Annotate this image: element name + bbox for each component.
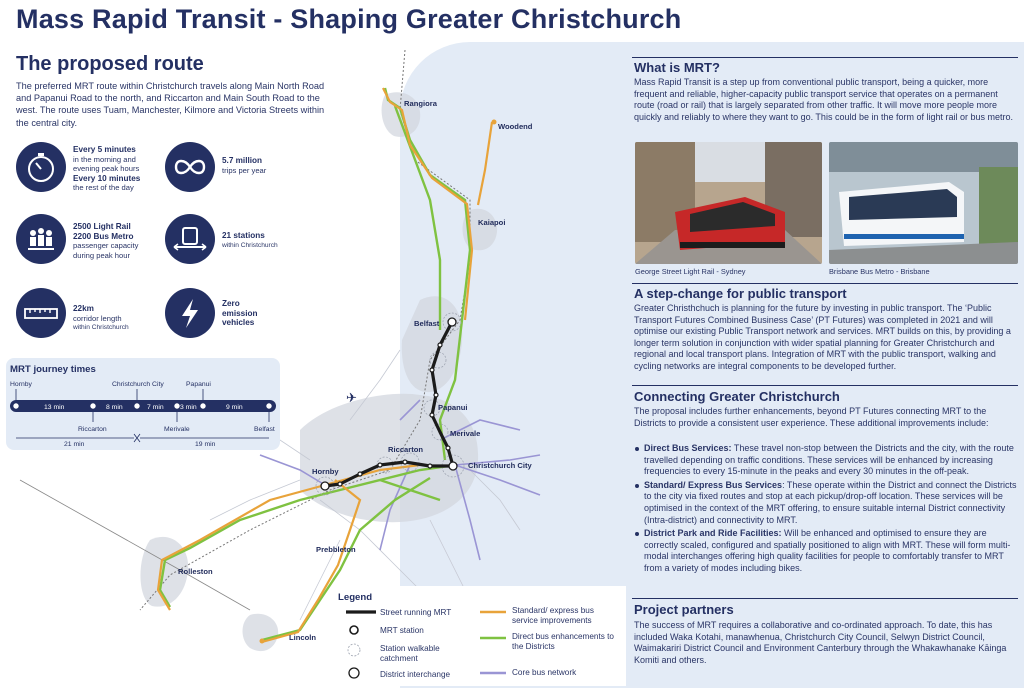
journey-segment: 7 min bbox=[147, 404, 164, 411]
stat-line: 2500 Light Rail bbox=[73, 222, 131, 231]
rail-line-branch bbox=[20, 480, 250, 610]
bullet-text: : These operate within the District and connect the Districts to the city via fixed routes and stop at each pickup/drop-off location. These services will be optimised in the context of the MRT offering, to ensure suitable internal District connectivity (Intra-district) and connectivity to MRT. bbox=[644, 479, 1017, 525]
step-body: Greater Christhchuch is planning for the future by investing in public transport. The ‘Public Transport Futures Combined Business Case’ (PT Futures) was completed in 2021 and will optimise our existing Public Transport network and services. MRT builds on this, by providing a longer term solution in conjunction with wider spatial planning for Greater Christchurch and regional and local transport plans. Integration of MRT with the public transport, walking and cycling networks are integral components to be developed further. bbox=[634, 303, 1011, 371]
stat-line: Every 10 minutes bbox=[73, 173, 141, 183]
ruler-icon bbox=[16, 288, 66, 338]
stat-line: 5.7 million bbox=[222, 156, 263, 165]
journey-total: 19 min bbox=[195, 441, 216, 448]
journey-segment: 13 min bbox=[44, 404, 65, 411]
stat-capacity-text bbox=[73, 222, 163, 260]
stat-line: Every 5 minutes bbox=[73, 145, 136, 154]
map-label-riccarton: Riccarton bbox=[388, 445, 424, 454]
stat-line: 2200 Bus Metro bbox=[73, 231, 134, 241]
stopwatch-icon bbox=[16, 142, 66, 192]
bullet-text: These travel non-stop between the Districts and the city, with the route travelled depending on traffic conditions. These services will be enhanced by increasing frequencies to every 15-minute in the peaks and every 30 minutes in the off-peak. bbox=[644, 443, 1014, 477]
map-label-lincoln: Lincoln bbox=[289, 633, 316, 642]
legend-item-station: MRT station bbox=[380, 626, 424, 635]
stat-line: within Christchurch bbox=[73, 324, 129, 332]
journey-label-papanui: Papanui bbox=[186, 381, 211, 388]
map-label-woodend: Woodend bbox=[498, 122, 533, 131]
stations-icon bbox=[165, 214, 215, 264]
passengers-icon bbox=[16, 214, 66, 264]
stat-line: emission bbox=[222, 308, 258, 318]
divider bbox=[632, 283, 1018, 284]
map-label-belfast: Belfast bbox=[414, 319, 440, 328]
stat-trips-text bbox=[222, 156, 312, 175]
stat-corridor-text bbox=[73, 304, 163, 333]
journey-total: 21 min bbox=[64, 441, 85, 448]
connect-heading: Connecting Greater Christchurch bbox=[634, 389, 840, 404]
stat-line: within Christchurch bbox=[222, 241, 278, 249]
map-label-rangiora: Rangiora bbox=[404, 99, 437, 108]
journey-label-riccarton: Riccarton bbox=[78, 426, 107, 433]
journey-segment: 3 min bbox=[180, 404, 197, 411]
divider bbox=[632, 57, 1018, 58]
map-label-kaiapoi: Kaiapoi bbox=[478, 218, 506, 227]
stat-line: trips per year bbox=[222, 165, 267, 175]
stat-line: passenger capacity bbox=[73, 241, 139, 251]
journey-segment: 9 min bbox=[226, 404, 243, 411]
stat-emission-text bbox=[222, 299, 312, 328]
divider bbox=[632, 598, 1018, 599]
connect-body: The proposal includes further enhancements, beyond PT Futures connecting MRT to the Districts to provide a consistent user experience. These additional improvements include: bbox=[634, 406, 989, 428]
partners-heading: Project partners bbox=[634, 602, 734, 617]
stat-capacity bbox=[16, 214, 66, 264]
bullet-title: District Park and Ride Facilities: bbox=[644, 528, 782, 539]
page-title: Mass Rapid Transit - Shaping Greater Christchurch bbox=[16, 4, 682, 34]
map-label-hornby: Hornby bbox=[312, 467, 339, 476]
journey-label-belfast: Belfast bbox=[254, 426, 275, 433]
lightning-icon bbox=[165, 288, 215, 338]
sydney-light-rail-photo bbox=[635, 142, 822, 264]
stat-stations bbox=[165, 214, 215, 264]
photo-caption-brisbane: Brisbane Bus Metro - Brisbane bbox=[829, 267, 930, 276]
journey-diagram bbox=[6, 374, 280, 450]
stat-line: in the morning and bbox=[73, 154, 136, 164]
legend-item-mrt: Street running MRT bbox=[380, 608, 452, 617]
infinity-icon bbox=[165, 142, 215, 192]
legend-item-catchment: Station walkable catchment bbox=[380, 644, 440, 663]
stat-line: Zero bbox=[222, 299, 240, 308]
journey-stop-papanui bbox=[200, 403, 206, 409]
connect-bullets bbox=[634, 443, 1020, 577]
list-item bbox=[634, 480, 1020, 526]
list-item bbox=[634, 528, 1020, 574]
map-label-prebbleton: Prebbleton bbox=[316, 545, 356, 554]
stat-line: during peak hour bbox=[73, 250, 130, 260]
journey-segment: 8 min bbox=[106, 404, 123, 411]
legend-item-interchange: District interchange bbox=[380, 670, 451, 679]
legend-item-express-bus: Standard/ express bus service improvements bbox=[512, 606, 594, 625]
stat-corridor bbox=[16, 288, 66, 338]
photo-caption-sydney: George Street Light Rail - Sydney bbox=[635, 267, 746, 276]
divider bbox=[632, 385, 1018, 386]
stat-trips bbox=[165, 142, 215, 192]
legend-item-direct-bus: Direct bus enhancements to the Districts bbox=[512, 632, 614, 651]
list-item bbox=[634, 443, 1020, 478]
stat-line: evening peak hours bbox=[73, 164, 140, 174]
legend-heading: Legend bbox=[338, 592, 373, 603]
what-heading: What is MRT? bbox=[634, 60, 720, 75]
legend-item-core-bus: Core bus network bbox=[512, 668, 577, 677]
stat-line: 21 stations bbox=[222, 231, 265, 240]
brisbane-bus-metro-photo bbox=[829, 142, 1018, 264]
stat-emission bbox=[165, 288, 215, 338]
journey-label-merivale: Merivale bbox=[164, 426, 190, 433]
legend-symbol-catchment bbox=[348, 644, 360, 656]
journey-heading: MRT journey times bbox=[10, 364, 96, 375]
what-body: Mass Rapid Transit is a step up from conventional public transport, being a quicker, more frequent and reliable, higher-capacity public transport service that operates on a permanent route (road or rail) that is largely separated from other traffic. It will move more people more quickly and reliably to where they want to go. This could be in the form of light rail or bus metro. bbox=[634, 77, 1014, 122]
journey-stop-riccarton bbox=[90, 403, 96, 409]
bullet-title: Standard/ Express Bus Services bbox=[644, 479, 783, 490]
airport-icon: ✈ bbox=[346, 390, 357, 405]
stat-frequency-text bbox=[73, 145, 163, 193]
step-heading: A step-change for public transport bbox=[634, 286, 847, 301]
journey-stop-christchurch-city bbox=[134, 403, 140, 409]
journey-label-hornby: Hornby bbox=[10, 381, 32, 388]
bullet-text: Will be enhanced and optimised to ensure they are correctly scaled, configured and spatially positioned to align with MRT. These will form multi-modal interchanges offering high quality facilities for people to comfortably transfer to MRT from a variety of modes including bikes. bbox=[644, 528, 1011, 573]
route-heading: The proposed route bbox=[16, 53, 204, 75]
stat-line: 22km bbox=[73, 304, 94, 313]
stat-line: vehicles bbox=[222, 318, 255, 328]
journey-stop-hornby bbox=[13, 403, 19, 409]
bullet-title: Direct Bus Services: bbox=[644, 443, 732, 453]
legend-symbol-station bbox=[350, 626, 358, 634]
legend-symbol-interchange bbox=[349, 668, 359, 678]
map-label-christchurch-city: Christchurch City bbox=[468, 461, 532, 470]
route-intro: The preferred MRT route within Christchurch travels along Main North Road and Papanui Road to the north, and Riccarton and Main South Road to the west. The route uses Tuam, Manchester, Kilmore and Victoria Streets within the central city. bbox=[16, 81, 325, 128]
stat-line: the rest of the day bbox=[73, 183, 134, 193]
partners-body: The success of MRT requires a collaborative and co-ordinated approach. To date, this has included Waka Kotahi, manawhenua, Christchurch City Council, Selwyn District Council, Waimakariri District Council and Environment Canterbury through the Whakawhanake Kāinga Komiti and others. bbox=[634, 620, 1007, 665]
stat-stations-text bbox=[222, 231, 312, 250]
map-label-merivale: Merivale bbox=[450, 429, 481, 438]
map-label-papanui: Papanui bbox=[438, 403, 468, 412]
map-label-rolleston: Rolleston bbox=[178, 567, 213, 576]
journey-label-christchurch-city: Christchurch City bbox=[112, 381, 164, 388]
stat-line: corridor length bbox=[73, 313, 122, 323]
stat-frequency bbox=[16, 142, 66, 192]
journey-stop-belfast bbox=[266, 403, 272, 409]
